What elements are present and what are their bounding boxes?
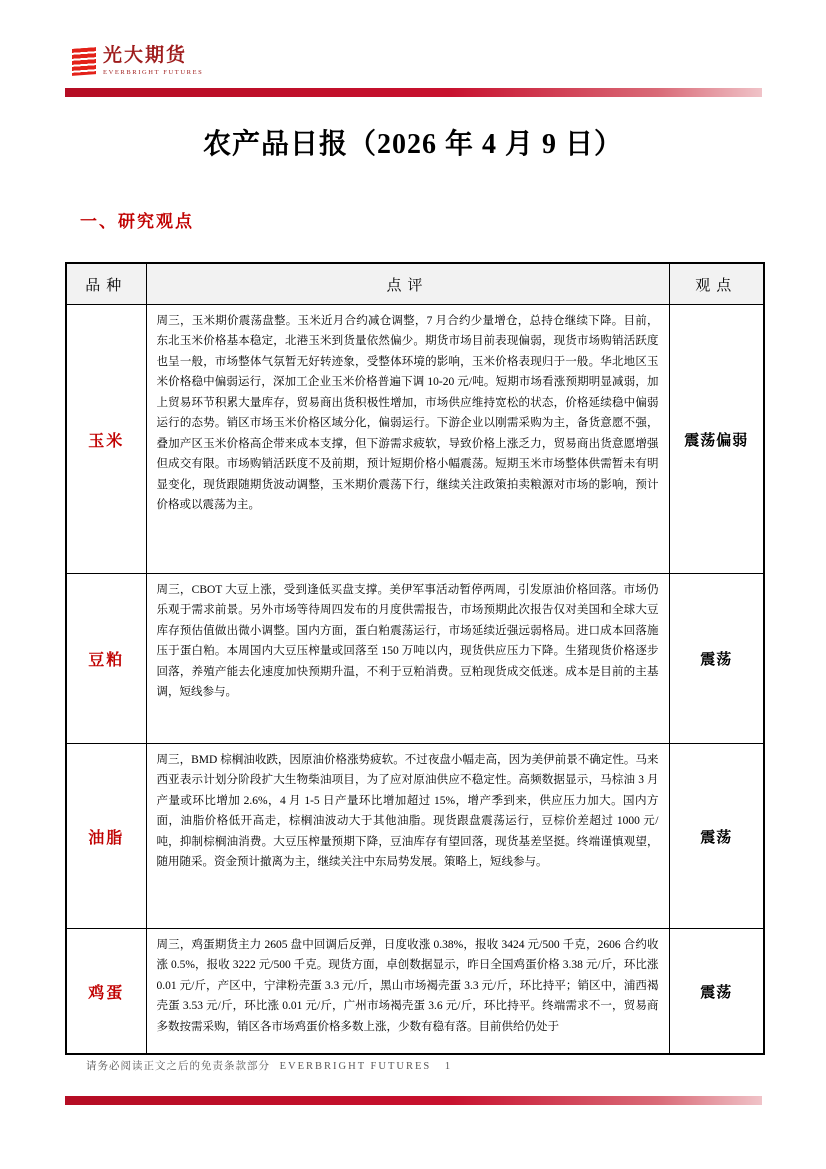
col-header-comment: 点评: [146, 263, 669, 305]
footer-brand: EVERBRIGHT FUTURES: [279, 1061, 432, 1072]
section-heading: 一、研究观点: [80, 212, 194, 231]
commentary-text-oils: 周三，BMD 棕榈油收跌，因原油价格涨势疲软。不过夜盘小幅走高，因为美伊前景不确定性。马来西亚表示计划分阶段扩大生物柴油项目，为了应对原油供应不稳定性。高频数据显示，马棕油 3 月产量或环比增加 2.6%，4 月 1-5 日产量环比增加超过 15%，增产季到来，供应压力加大。国内方面，油脂价格低开高走，棕榈油波动大于其他油脂。现货跟盘震荡运行，豆棕价差超过 1000 元/吨，抑制棕榈油消费。大豆压榨量预期下降，豆油库存有望回落，现货基差坚挺。终端谨慎观望，随用随采。资金预计撤离为主，继续关注中东局势发展。策略上，短线参与。: [156, 754, 659, 869]
commentary-text-eggs: 周三，鸡蛋期货主力 2605 盘中回调后反弹，日度收涨 0.38%，报收 3424 元/500 千克，2606 合约收涨 0.5%，报收 3222 元/500 千克。现货方面，卓创数据显示，昨日全国鸡蛋价格 3.38 元/斤，环比涨 0.01 元/斤，产区中，宁津粉壳蛋 3.3 元/斤，黑山市场褐壳蛋 3.3 元/斤，环比持平；销区中，浦西褐壳蛋 3.53 元/斤，环比涨 0.01 元/斤，广州市场褐壳蛋 3.6 元/斤，环比持平。终端需求不一，贸易商多数按需采购，销区各市场鸡蛋价格多数上涨，少数有稳有落。目前供给仍处于: [156, 939, 659, 1033]
view-label-eggs: 震荡: [669, 929, 764, 1055]
commentary-cell-eggs: [146, 929, 669, 1055]
commentary-text-soybean-meal: 周三，CBOT 大豆上涨，受到逢低买盘支撑。美伊军事活动暂停两周，引发原油价格回落。市场仍乐观于需求前景。另外市场等待周四发布的月度供需报告，市场预期此次报告仅对美国和全球大豆库存预估值做出微小调整。国内方面，蛋白粕震荡运行，市场延续近强远弱格局。进口成本回落施压于蛋白粕。本周国内大豆压榨量或回落至 150 万吨以内，现货供应压力下降。生猪现货价格逐步回落，养殖产能去化速度加快预期升温，不利于豆粕消费。豆粕现货成交低迷。成本是目前的主基调，短线参与。: [156, 584, 659, 699]
brand-name-cn: 光大期货: [103, 45, 188, 66]
table-row-corn: [66, 305, 764, 574]
header-divider-bar: [65, 88, 762, 97]
footer-page-number: 1: [444, 1061, 452, 1072]
footer-divider-bar: [65, 1096, 762, 1105]
commentary-cell-corn: [146, 305, 669, 574]
page-title: 农产品日报（2026 年 4 月 9 日）: [202, 129, 623, 160]
col-header-view: 观点: [669, 263, 764, 305]
table-header-row: [66, 263, 764, 305]
view-label-soybean-meal: 震荡: [669, 574, 764, 744]
report-table: [65, 262, 765, 1055]
view-label-oils: 震荡: [669, 744, 764, 929]
commentary-cell-oils: [146, 744, 669, 929]
variety-name-corn: 玉米: [66, 305, 146, 574]
footer: [86, 1058, 451, 1073]
table-row-soybean-meal: [66, 574, 764, 744]
brand-logo: [72, 46, 203, 76]
footer-disclaimer: 请务必阅读正文之后的免责条款部分: [86, 1061, 270, 1072]
brand-name-en: EVERBRIGHT FUTURES: [103, 68, 204, 76]
col-header-variety: 品种: [66, 263, 146, 305]
variety-name-eggs: 鸡蛋: [66, 929, 146, 1055]
variety-name-oils: 油脂: [66, 744, 146, 929]
table-row-eggs: [66, 929, 764, 1055]
commentary-text-corn: 周三，玉米期价震荡盘整。玉米近月合约减仓调整，7 月合约少量增仓，总持仓继续下降。目前，东北玉米价格基本稳定，北港玉米到货量依然偏少。期货市场目前表现偏弱，现货市场购销活跃度也呈一般，市场整体气氛暂无好转迹象，受整体环境的影响，玉米价格表现归于一般。华北地区玉米价格稳中偏弱运行，深加工企业玉米价格普遍下调 10-20 元/吨。短期市场看涨预期明显减弱，加上贸易环节积累大量库存，贸易商出货积极性增加，市场供应维持宽松的状态，价格延续稳中偏弱运行的态势。销区市场玉米价格区域分化，偏弱运行。下游企业以刚需采购为主，备货意愿不强，叠加产区玉米价格高企带来成本支撑，但下游需求疲软，导致价格上涨乏力，贸易商出货意愿增强但成交有限。市场购销活跃度不及前期，预计短期价格小幅震荡。短期玉米市场整体供需暂未有明显变化，现货跟随期货波动调整，玉米期价震荡下行，继续关注政策拍卖粮源对市场的影响，预计价格或以震荡为主。: [156, 315, 659, 512]
everbright-logo-icon: [72, 47, 96, 76]
view-label-corn: 震荡偏弱: [669, 305, 764, 574]
commentary-cell-soybean-meal: [146, 574, 669, 744]
variety-name-soybean-meal: 豆粕: [66, 574, 146, 744]
table-row-oils: [66, 744, 764, 929]
brand-text: [103, 46, 203, 76]
